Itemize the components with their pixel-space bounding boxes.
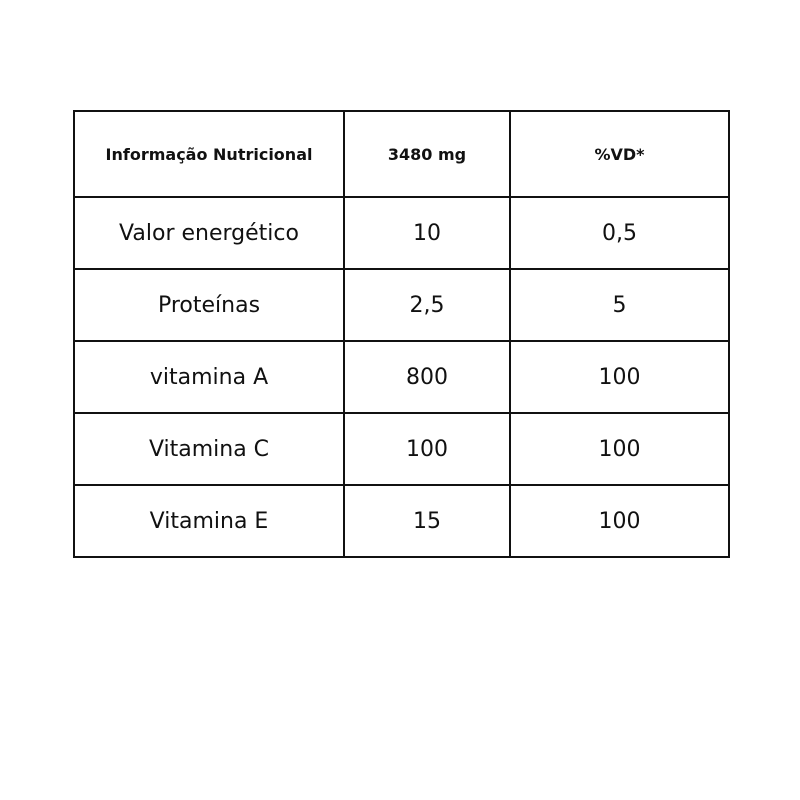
table-row [74,197,729,269]
header-nutrition-info: Informação Nutricional [74,111,344,197]
table-header-row [74,111,729,197]
nutrient-daily-value: 5 [510,269,729,341]
nutrient-name: Vitamina E [74,485,344,557]
nutrient-name: Vitamina C [74,413,344,485]
header-daily-value: %VD* [510,111,729,197]
table-row [74,341,729,413]
nutrient-amount: 15 [344,485,510,557]
table-row [74,485,729,557]
nutrient-amount: 2,5 [344,269,510,341]
nutrient-daily-value: 100 [510,413,729,485]
nutrient-amount: 100 [344,413,510,485]
header-amount: 3480 mg [344,111,510,197]
nutrient-name: Proteínas [74,269,344,341]
table-row [74,413,729,485]
nutrient-amount: 10 [344,197,510,269]
nutrient-daily-value: 0,5 [510,197,729,269]
table-row [74,269,729,341]
nutrient-name: vitamina A [74,341,344,413]
nutrition-table [73,110,730,558]
nutrient-name: Valor energético [74,197,344,269]
nutrient-amount: 800 [344,341,510,413]
nutrient-daily-value: 100 [510,341,729,413]
nutrient-daily-value: 100 [510,485,729,557]
